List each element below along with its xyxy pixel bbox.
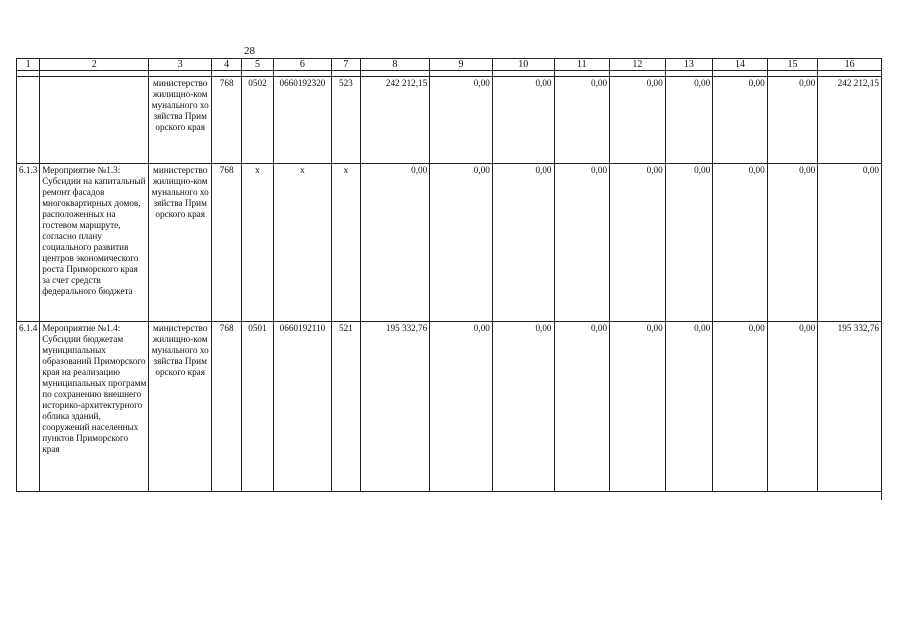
col-header: 16: [818, 59, 882, 71]
row-col12: 0,00: [610, 77, 666, 164]
row-col16: 242 212,15: [818, 77, 882, 164]
row-col14: 0,00: [713, 77, 768, 164]
table-outer-border: [881, 58, 884, 500]
row-csr: x: [273, 164, 332, 322]
row-col13: 0,00: [665, 164, 712, 322]
col-header: 5: [242, 59, 273, 71]
row-col9: 0,00: [430, 322, 493, 492]
row-col14: 0,00: [713, 322, 768, 492]
col-header: 3: [149, 59, 212, 71]
table-row: [17, 322, 882, 492]
col-header: 8: [360, 59, 430, 71]
row-col14: 0,00: [713, 164, 768, 322]
row-col15: 0,00: [767, 164, 818, 322]
row-name: Мероприятие №1.4: Субсидии бюджетам муниципальных образований Приморского края на реализацию муниципальных программ по сохранению внешнего историко-архитектурного облика зданий, сооружений населенных пунктов Приморского края: [40, 322, 149, 492]
table-row: [17, 77, 882, 164]
row-col12: 0,00: [610, 322, 666, 492]
row-col13: 0,00: [665, 77, 712, 164]
row-grbs: 768: [212, 164, 242, 322]
row-rzpr: x: [242, 164, 273, 322]
row-col13: 0,00: [665, 322, 712, 492]
col-header: 15: [767, 59, 818, 71]
row-col15: 0,00: [767, 322, 818, 492]
col-header: 2: [40, 59, 149, 71]
row-vr: x: [332, 164, 360, 322]
row-col11: 0,00: [554, 322, 610, 492]
row-col9: 0,00: [430, 77, 493, 164]
col-header: 4: [212, 59, 242, 71]
row-col12: 0,00: [610, 164, 666, 322]
row-grbs: 768: [212, 77, 242, 164]
col-header: 13: [665, 59, 712, 71]
row-col8: 195 332,76: [360, 322, 430, 492]
row-col8: 242 212,15: [360, 77, 430, 164]
row-responsible: министерство жилищно-коммунального хозяйства Приморского края: [149, 164, 212, 322]
row-rzpr: 0501: [242, 322, 273, 492]
header-row: [17, 59, 882, 71]
row-col10: 0,00: [492, 164, 554, 322]
table-row: [17, 164, 882, 322]
row-name: [40, 77, 149, 164]
col-header: 12: [610, 59, 666, 71]
row-vr: 523: [332, 77, 360, 164]
row-number: 6.1.4: [17, 322, 40, 492]
row-col8: 0,00: [360, 164, 430, 322]
row-responsible: министерство жилищно-коммунального хозяйства Приморского края: [149, 77, 212, 164]
row-rzpr: 0502: [242, 77, 273, 164]
row-csr: 0660192110: [273, 322, 332, 492]
row-col16: 0,00: [818, 164, 882, 322]
page-number: 28: [244, 45, 255, 57]
row-col11: 0,00: [554, 77, 610, 164]
row-name: Мероприятие №1.3: Субсидии на капитальный ремонт фасадов многоквартирных домов, расположенных на гостевом маршруте, согласно плану социального развития центров экономического роста Приморского края за счет средств федерального бюджета: [40, 164, 149, 322]
row-number: 6.1.3: [17, 164, 40, 322]
row-grbs: 768: [212, 322, 242, 492]
row-number: [17, 77, 40, 164]
row-col9: 0,00: [430, 164, 493, 322]
row-col10: 0,00: [492, 77, 554, 164]
col-header: 11: [554, 59, 610, 71]
budget-table: [16, 58, 882, 492]
col-header: 1: [17, 59, 40, 71]
col-header: 14: [713, 59, 768, 71]
row-col10: 0,00: [492, 322, 554, 492]
row-responsible: министерство жилищно-коммунального хозяйства Приморского края: [149, 322, 212, 492]
row-col11: 0,00: [554, 164, 610, 322]
col-header: 6: [273, 59, 332, 71]
row-csr: 0660192320: [273, 77, 332, 164]
col-header: 10: [492, 59, 554, 71]
row-col16: 195 332,76: [818, 322, 882, 492]
row-vr: 521: [332, 322, 360, 492]
col-header: 7: [332, 59, 360, 71]
col-header: 9: [430, 59, 493, 71]
row-col15: 0,00: [767, 77, 818, 164]
